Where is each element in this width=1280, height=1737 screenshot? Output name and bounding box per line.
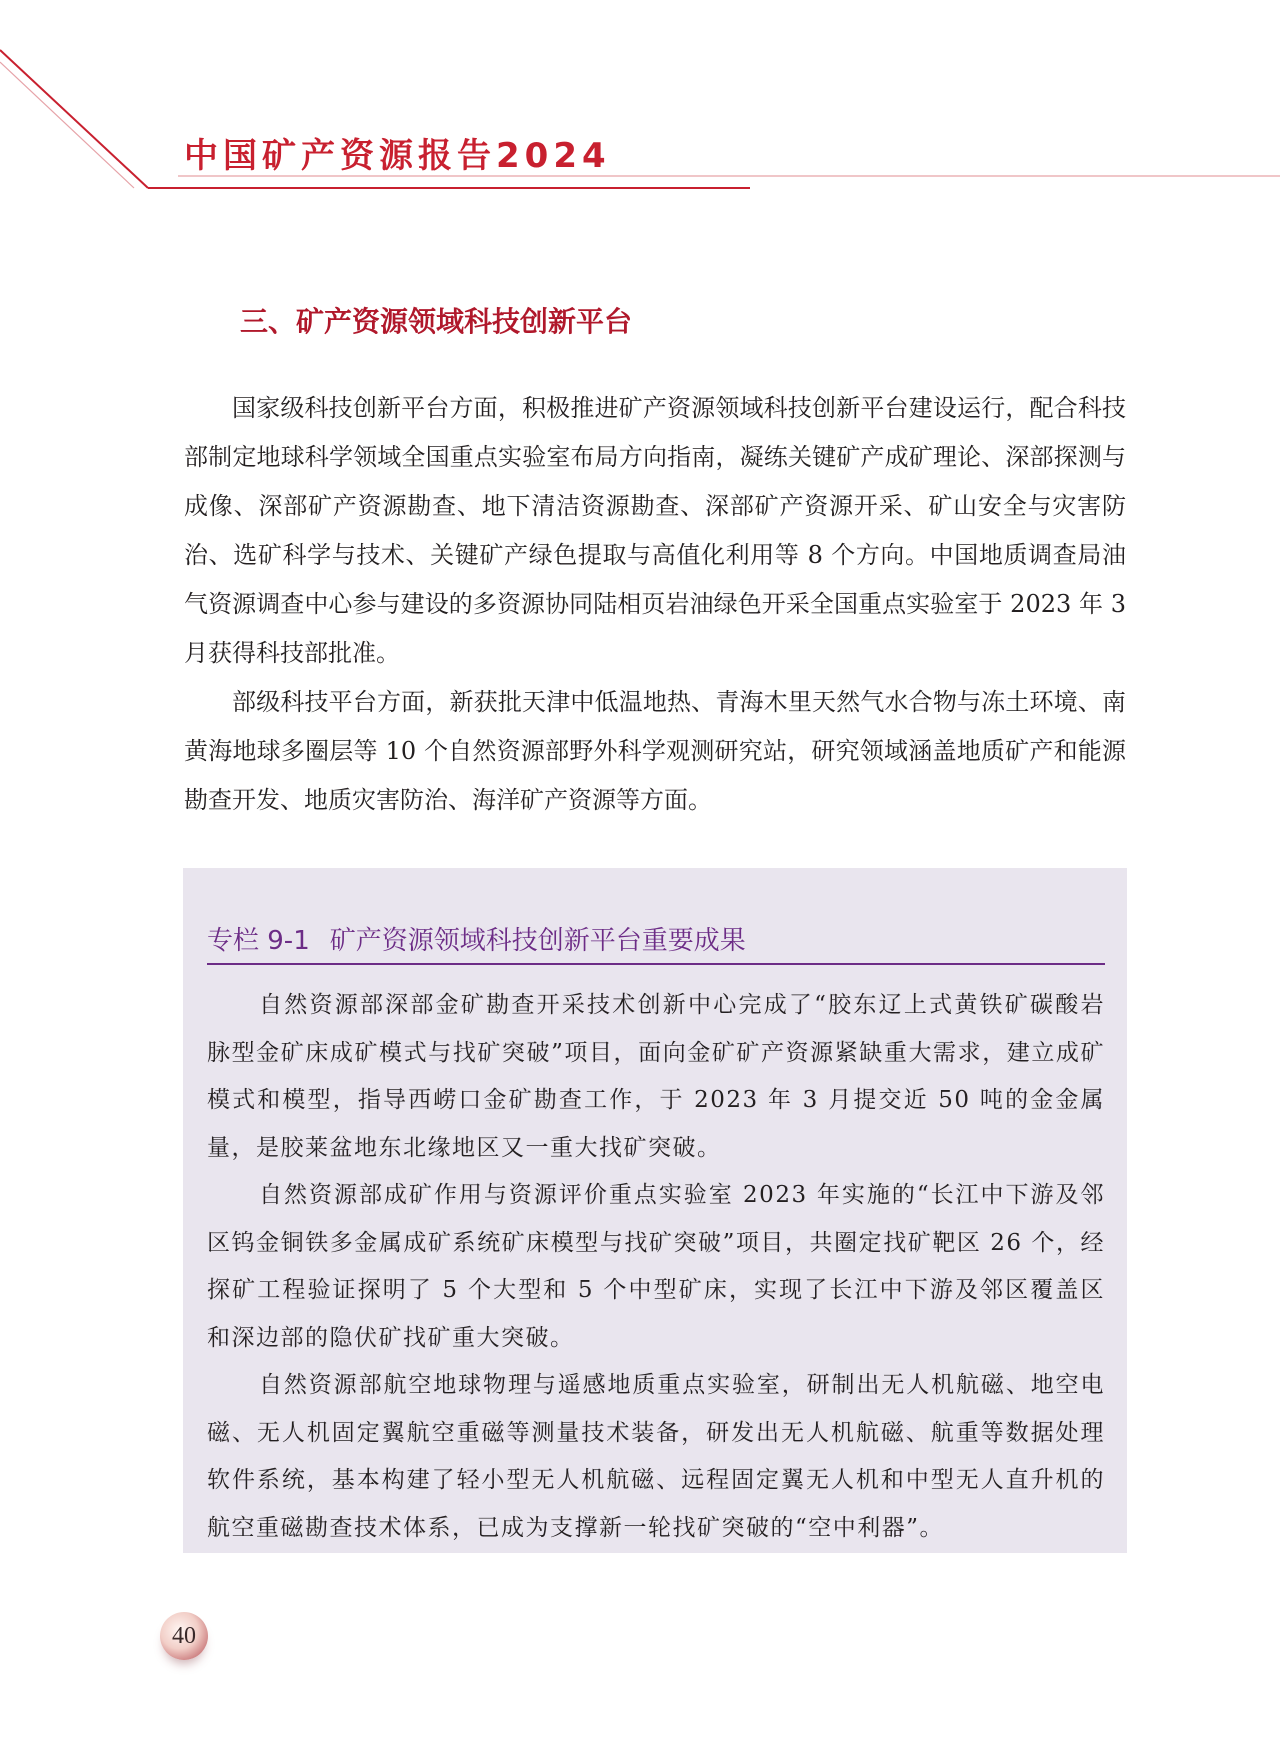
- header-diagonal-line: [0, 50, 148, 188]
- box-body: [207, 982, 1105, 1552]
- box-title-text: 矿产资源领域科技创新平台重要成果: [329, 926, 746, 956]
- header-diagonal-line-thin: [0, 62, 134, 188]
- feature-box: [183, 868, 1127, 1553]
- box-title: [207, 920, 1105, 965]
- box-paragraph: 自然资源部成矿作用与资源评价重点实验室 2023 年实施的“长江中下游及邻区钨金铜铁多金属成矿系统矿床模型与找矿突破”项目，共圈定找矿靶区 26 个，经探矿工程验证探明了 5 个大型和 5 个中型矿床，实现了长江中下游及邻区覆盖区和深边部的隐伏矿找矿重大突破。: [207, 1182, 1105, 1351]
- box-paragraph: 自然资源部深部金矿勘查开采技术创新中心完成了“胶东辽上式黄铁矿碳酸岩脉型金矿床成矿模式与找矿突破”项目，面向金矿矿产资源紧缺重大需求，建立成矿模式和模型，指导西崂口金矿勘查工作，于 2023 年 3 月提交近 50 吨的金金属量，是胶莱盆地东北缘地区又一重大找矿突破。: [207, 992, 1105, 1161]
- page-number: 40: [172, 1623, 196, 1649]
- section-heading: 三、矿产资源领域科技创新平台: [240, 305, 633, 338]
- box-label: 专栏 9-1: [207, 926, 310, 956]
- page-number-badge: [160, 1612, 208, 1660]
- report-title: 中国矿产资源报告2024: [184, 136, 611, 176]
- body-paragraph: 国家级科技创新平台方面，积极推进矿产资源领域科技创新平台建设运行，配合科技部制定地球科学领域全国重点实验室布局方向指南，凝练关键矿产成矿理论、深部探测与成像、深部矿产资源勘查、地下清洁资源勘查、深部矿产资源开采、矿山安全与灾害防治、选矿科学与技术、关键矿产绿色提取与高值化利用等 8 个方向。中国地质调查局油气资源调查中心参与建设的多资源协同陆相页岩油绿色开采全国重点实验室于 2023 年 3 月获得科技部批准。: [184, 394, 1126, 667]
- body-paragraph: 部级科技平台方面，新获批天津中低温地热、青海木里天然气水合物与冻土环境、南黄海地球多圈层等 10 个自然资源部野外科学观测研究站，研究领域涵盖地质矿产和能源勘查开发、地质灾害防治、海洋矿产资源等方面。: [184, 688, 1126, 814]
- box-paragraph: 自然资源部航空地球物理与遥感地质重点实验室，研制出无人机航磁、地空电磁、无人机固定翼航空重磁等测量技术装备，研发出无人机航磁、航重等数据处理软件系统，基本构建了轻小型无人机航磁、远程固定翼无人机和中型无人直升机的航空重磁勘查技术体系，已成为支撑新一轮找矿突破的“空中利器”。: [207, 1372, 1105, 1541]
- section-body: [184, 384, 1126, 825]
